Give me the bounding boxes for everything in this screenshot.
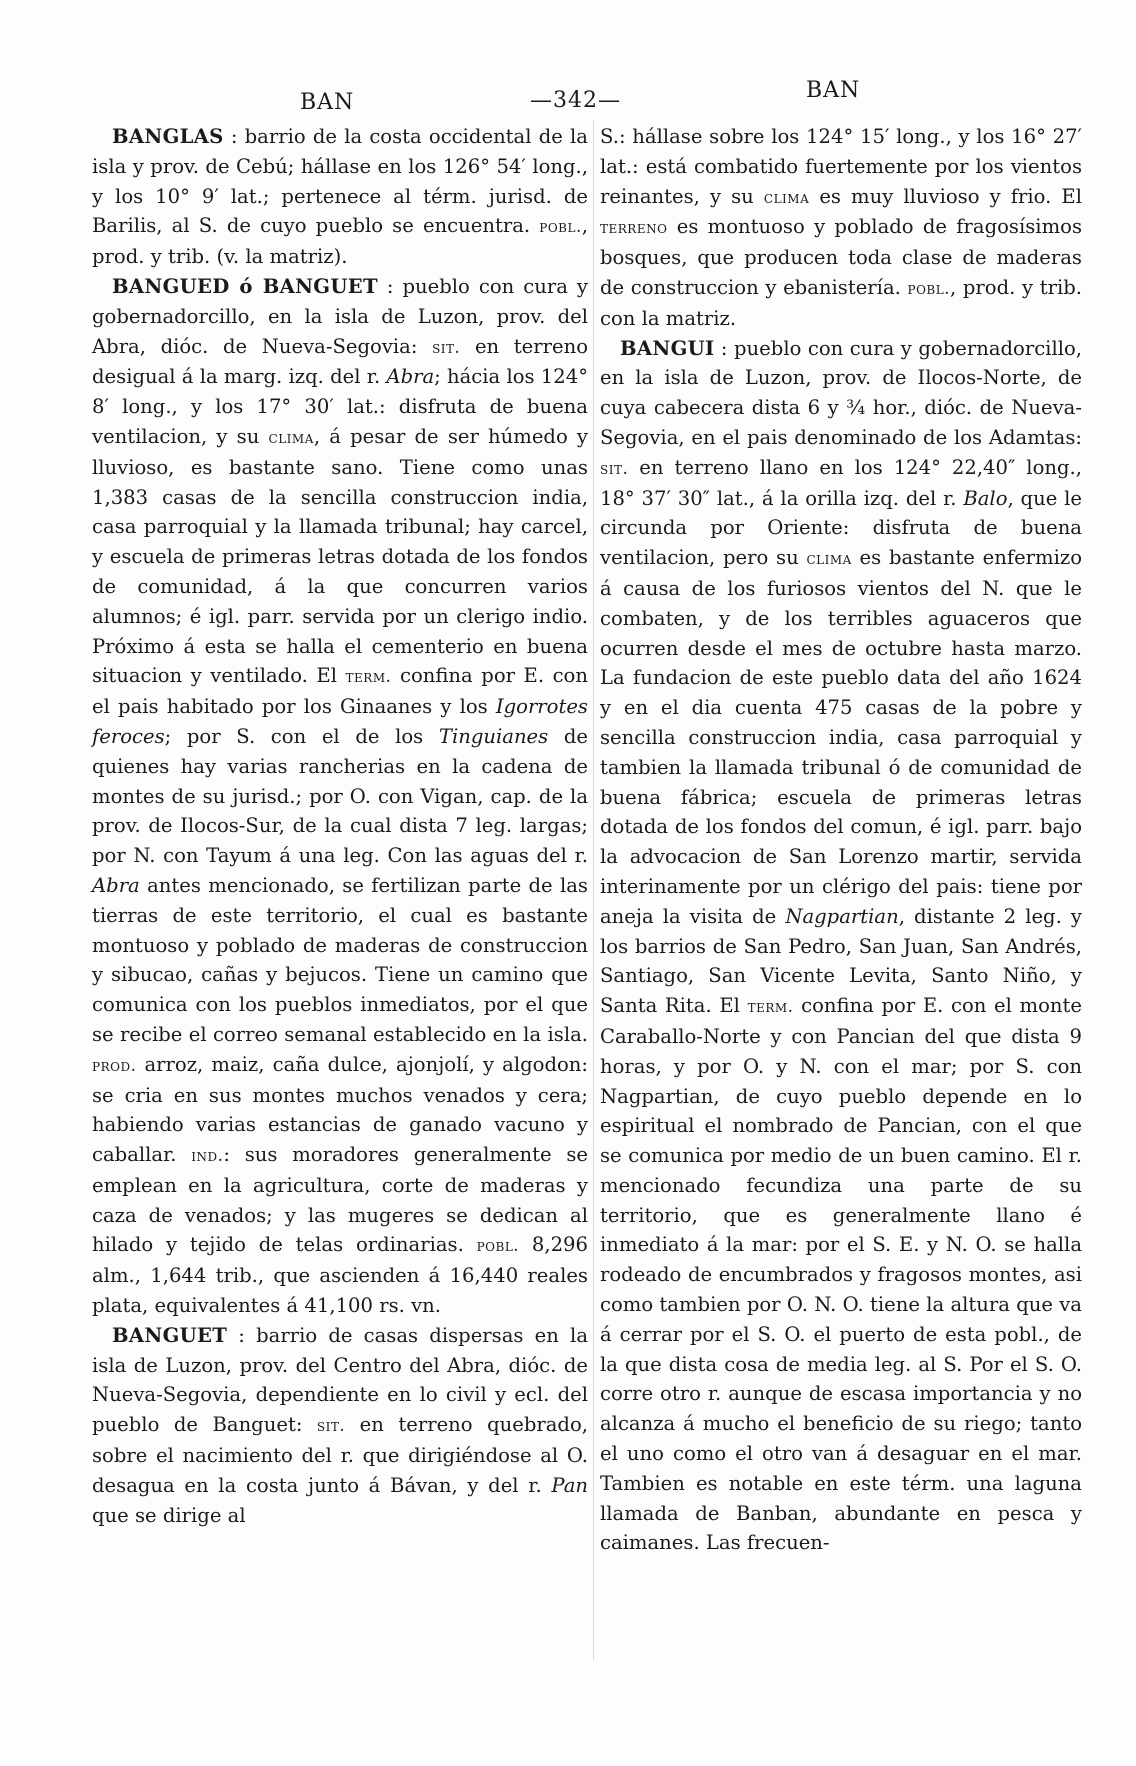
header-right-ban: BAN bbox=[806, 78, 861, 103]
column-divider bbox=[593, 120, 594, 1660]
entry-bangued: BANGUED ó BANGUET : pueblo con cura y gobernadorcillo, en la isla de Luzon, prov. del Abra, dióc. de Nueva-Segovia: sit. en terreno desigual á la marg. izq. del r. Abra; hácia los 124° 8′ long., y los 17° 30′ lat.: disfruta de buena ventilacion, y su clima, á pesar de ser húmedo y lluvioso, es bastante sano. Tiene como unas 1,383 casas de la sencilla construccion india, casa parroquial y la llamada tribunal; hay carcel, y escuela de primeras letras dotada de los fondos de comunidad, á la que concurren varios alumnos; é igl. parr. servida por un clerigo indio. Próximo á esta se halla el cementerio en buena situacion y ventilado. El term. confina por E. con el pais habitado por los Ginaanes y los Igorrotes feroces; por S. con el de los Tinguianes de quienes hay varias rancherias en la cadena de montes de su jurisd.; por O. con Vigan, cap. de la prov. de Ilocos-Sur, de la cual dista 7 leg. largas; por N. con Tayum á una leg. Con las aguas del r. Abra antes mencionado, se fertilizan parte de las tierras de este territorio, el cual es bastante montuoso y poblado de maderas de construccion y sibucao, cañas y bejucos. Tiene un camino que comunica con los pueblos inmediatos, por el que se recibe el correo semanal establecido en la isla. prod. arroz, maiz, caña dulce, ajonjolí, y algodon: se cria en sus montes muchos venados y cera; habiendo varias estancias de ganado vacuno y caballar. ind.: sus moradores generalmente se emplean en la agricultura, corte de maderas y caza de venados; y las mugeres se dedican al hilado y tejido de telas ordinarias. pobl. 8,296 alm., 1,644 trib., que ascienden á 16,440 reales plata, equivalentes á 41,100 rs. vn. bbox=[92, 274, 589, 1318]
left-column bbox=[92, 122, 588, 1530]
entry-head: BANGUET bbox=[112, 1323, 228, 1347]
entry-head: BANGUI bbox=[620, 336, 715, 360]
entry-banguet: BANGUET : barrio de casas dispersas en la isla de Luzon, prov. del Centro del Abra, dióc. de Nueva-Segovia, dependiente en lo civil y ecl. del pueblo de Banguet: sit. en terreno quebrado, sobre el nacimiento del r. que dirigiéndose al O. desagua en la costa junto á Bávan, y del r. Pan que se dirige al bbox=[92, 1323, 589, 1527]
page-number: —342— bbox=[530, 88, 621, 113]
entry-head: BANGLAS bbox=[112, 125, 224, 148]
entry-banglas: BANGLAS : barrio de la costa occidental de la isla y prov. de Cebú; hállase en los 126° 54′ long., y los 10° 9′ lat.; pertenece al térm. jurisd. de Barilis, al S. de cuyo pueblo se encuentra. pobl., prod. y trib. (v. la matriz). bbox=[92, 125, 588, 269]
entry-bangui: BANGUI : pueblo con cura y gobernadorcillo, en la isla de Luzon, prov. de Ilocos-Norte, de cuya cabecera dista 6 y ¾ hor., dióc. de Nueva-Segovia, en el pais denominado de los Adamtas: sit. en terreno llano en los 124° 22,40″ long., 18° 37′ 30″ lat., á la orilla izq. del r. Balo, que le circunda por Oriente: disfruta de buena ventilacion, pero su clima es bastante enfermizo á causa de los furiosos vientos del N. que le combaten, y de los terribles aguaceros que ocurren desde el mes de octubre hasta marzo. La fundacion de este pueblo data del año 1624 y en el dia cuenta 475 casas de la pobre y sencilla construccion india, casa parroquial y tambien la llamada tribunal ó de comunidad de buena fábrica; escuela de primeras letras dotada de los fondos del comun, é igl. parr. bajo la advocacion de San Lorenzo martir, servida interinamente por un clérigo del pais: tiene por aneja la visita de Nagpartian, distante 2 leg. y los barrios de San Pedro, San Juan, San Andrés, Santiago, San Vicente Levita, Santo Niño, y Santa Rita. El term. confina por E. con el monte Caraballo-Norte y con Pancian del que dista 9 horas, y por O. y N. con el mar; por S. con Nagpartian, de cuyo pueblo depende en lo espiritual el nombrado de Pancian, con el que se comunica por medio de un buen camino. El r. mencionado fecundiza una parte de su territorio, que es generalmente llano é inmediato á la mar: por el S. E. y N. O. se halla rodeado de encumbrados y fragosos montes, asi como tambien por O. N. O. tiene la altura que va á cerrar por el S. O. el puerto de esta pobl., de la que dista cosa de media leg. al S. Por el S. O. corre otro r. aunque de escasa importancia y no alcanza á mucho el beneficio de su riego; tanto el uno como el otro van á desaguar en el mar. Tambien es notable en este térm. una laguna llamada de Banban, abundante en pesca y caimanes. Las frecuen- bbox=[600, 336, 1083, 1555]
running-header bbox=[0, 78, 1136, 118]
entry-banguet-continued: S.: hállase sobre los 124° 15′ long., y los 16° 27′ lat.: está combatido fuertemente por los vientos reinantes, y su clima es muy lluvioso y frio. El terreno es montuoso y poblado de fragosísimos bosques, que producen toda clase de maderas de construccion y ebanistería. pobl., prod. y trib. con la matriz. bbox=[600, 125, 1082, 330]
right-column bbox=[600, 122, 1082, 1558]
header-left-ban: BAN bbox=[300, 90, 355, 115]
entry-head: BANGUED ó BANGUET bbox=[112, 274, 378, 298]
